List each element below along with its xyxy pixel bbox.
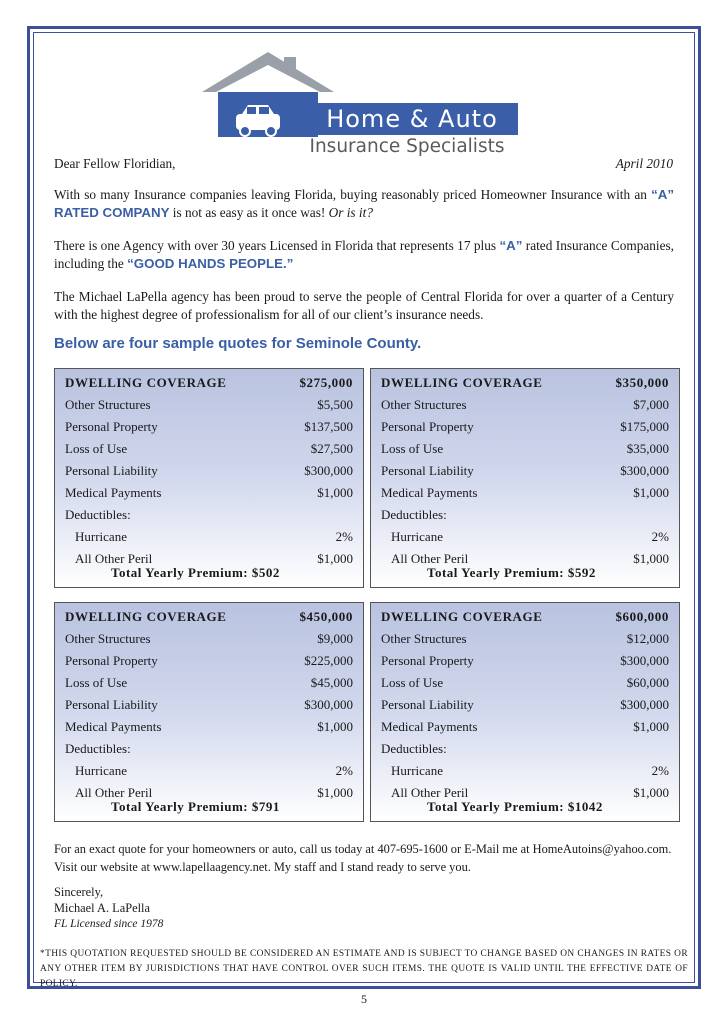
personal-property-label: Personal Property: [65, 419, 158, 434]
quotes-subheading: Below are four sample quotes for Seminole County.: [54, 335, 422, 352]
dwelling-value: $450,000: [299, 609, 353, 624]
personal-liability-label: Personal Liability: [381, 697, 474, 712]
total-premium: Total Yearly Premium: $592: [427, 565, 596, 580]
logo-subtitle: Insurance Specialists: [309, 136, 505, 157]
personal-property-row: [381, 417, 669, 437]
personal-liability-row: [381, 695, 669, 715]
personal-property-row: [65, 417, 353, 437]
all-other-peril-label: All Other Peril: [75, 785, 153, 800]
dwelling-label: DWELLING COVERAGE: [381, 375, 543, 390]
other-structures-row: [381, 395, 669, 415]
loss-of-use-value: $60,000: [626, 675, 669, 690]
all-other-peril-label: All Other Peril: [75, 551, 153, 566]
loss-of-use-row: [65, 673, 353, 693]
contact-info: [54, 840, 674, 876]
medical-payments-row: [65, 483, 353, 503]
loss-of-use-value: $35,000: [626, 441, 669, 456]
deductibles-row: [381, 505, 669, 525]
medical-payments-label: Medical Payments: [381, 719, 478, 734]
loss-of-use-label: Loss of Use: [65, 675, 128, 690]
personal-property-row: [381, 651, 669, 671]
medical-payments-row: [381, 483, 669, 503]
p1-text-b: is not as easy as it once was!: [169, 205, 329, 220]
hurricane-value: 2%: [651, 763, 669, 778]
personal-liability-label: Personal Liability: [65, 697, 158, 712]
paragraph-3: The Michael LaPella agency has been proud to serve the people of Central Florida for over a quarter of a Century with the highest degree of professionalism for all of our client’s insurance needs.: [54, 289, 674, 322]
quote-box-2: [370, 368, 680, 588]
all-other-peril-value: $1,000: [317, 551, 353, 566]
loss-of-use-label: Loss of Use: [381, 441, 444, 456]
personal-property-label: Personal Property: [65, 653, 158, 668]
contact-line-2: Visit our website at www.lapellaagency.net. My staff and I stand ready to serve you.: [54, 860, 471, 874]
hurricane-value: 2%: [335, 763, 353, 778]
hurricane-label: Hurricane: [391, 529, 443, 544]
other-structures-label: Other Structures: [65, 631, 151, 646]
dwelling-row: [381, 373, 669, 393]
deductibles-row: [65, 505, 353, 525]
closing: Sincerely,: [54, 885, 104, 899]
all-other-peril-label: All Other Peril: [391, 785, 469, 800]
other-structures-row: [65, 629, 353, 649]
hurricane-row: [65, 527, 353, 547]
dwelling-row: [381, 607, 669, 627]
loss-of-use-value: $27,500: [310, 441, 353, 456]
all-other-peril-value: $1,000: [633, 785, 669, 800]
personal-liability-row: [65, 461, 353, 481]
hurricane-label: Hurricane: [75, 529, 127, 544]
personal-liability-label: Personal Liability: [65, 463, 158, 478]
medical-payments-label: Medical Payments: [65, 719, 162, 734]
personal-property-value: $175,000: [620, 419, 669, 434]
p1-italic: Or is it?: [328, 205, 373, 220]
p2-highlight-a: “A”: [499, 238, 523, 253]
deductibles-label: Deductibles:: [65, 741, 131, 756]
medical-payments-row: [65, 717, 353, 737]
personal-property-value: $137,500: [304, 419, 353, 434]
personal-liability-value: $300,000: [620, 463, 669, 478]
signer-name: Michael A. LaPella: [54, 901, 150, 915]
p1-highlight: “A” RATED COMPANY: [54, 187, 674, 220]
total-premium: Total Yearly Premium: $502: [111, 565, 280, 580]
loss-of-use-label: Loss of Use: [65, 441, 128, 456]
personal-liability-row: [381, 461, 669, 481]
all-other-peril-value: $1,000: [317, 785, 353, 800]
contact-line-1: For an exact quote for your homeowners or auto, call us today at 407-695-1600 or E-Mail me at HomeAutoins@yahoo.com.: [54, 842, 672, 856]
dwelling-label: DWELLING COVERAGE: [65, 375, 227, 390]
other-structures-row: [65, 395, 353, 415]
dwelling-value: $600,000: [615, 609, 669, 624]
other-structures-label: Other Structures: [65, 397, 151, 412]
medical-payments-label: Medical Payments: [65, 485, 162, 500]
other-structures-value: $9,000: [317, 631, 353, 646]
hurricane-label: Hurricane: [391, 763, 443, 778]
deductibles-label: Deductibles:: [381, 507, 447, 522]
dwelling-label: DWELLING COVERAGE: [65, 609, 227, 624]
greeting: Dear Fellow Floridian,: [54, 156, 176, 171]
dwelling-value: $275,000: [299, 375, 353, 390]
hurricane-row: [381, 527, 669, 547]
hurricane-value: 2%: [651, 529, 669, 544]
personal-property-row: [65, 651, 353, 671]
personal-property-value: $225,000: [304, 653, 353, 668]
deductibles-row: [381, 739, 669, 759]
personal-liability-value: $300,000: [304, 697, 353, 712]
other-structures-label: Other Structures: [381, 631, 467, 646]
loss-of-use-row: [381, 439, 669, 459]
deductibles-row: [65, 739, 353, 759]
medical-payments-value: $1,000: [633, 485, 669, 500]
personal-liability-value: $300,000: [304, 463, 353, 478]
personal-property-value: $300,000: [620, 653, 669, 668]
all-other-peril-value: $1,000: [633, 551, 669, 566]
hurricane-row: [65, 761, 353, 781]
all-other-peril-label: All Other Peril: [391, 551, 469, 566]
personal-liability-row: [65, 695, 353, 715]
hurricane-row: [381, 761, 669, 781]
total-premium: Total Yearly Premium: $791: [111, 799, 280, 814]
p2-text-b: rated Insurance Companies, including the: [54, 238, 675, 271]
personal-liability-value: $300,000: [620, 697, 669, 712]
p1-text-a: With so many Insurance companies leaving Florida, buying reasonably priced Homeowner Insurance with an: [54, 187, 652, 202]
logo-title: Home & Auto: [326, 105, 498, 133]
hurricane-label: Hurricane: [75, 763, 127, 778]
dwelling-row: [65, 373, 353, 393]
signature-block: [54, 884, 163, 932]
personal-property-label: Personal Property: [381, 653, 474, 668]
personal-liability-label: Personal Liability: [381, 463, 474, 478]
medical-payments-value: $1,000: [633, 719, 669, 734]
loss-of-use-row: [65, 439, 353, 459]
medical-payments-value: $1,000: [317, 485, 353, 500]
other-structures-value: $7,000: [633, 397, 669, 412]
paragraph-2: [54, 237, 674, 273]
dwelling-row: [65, 607, 353, 627]
total-premium: Total Yearly Premium: $1042: [427, 799, 603, 814]
hurricane-value: 2%: [335, 529, 353, 544]
quote-box-4: [370, 602, 680, 822]
deductibles-label: Deductibles:: [65, 507, 131, 522]
medical-payments-label: Medical Payments: [381, 485, 478, 500]
other-structures-value: $12,000: [626, 631, 669, 646]
disclaimer: *THIS QUOTATION REQUESTED SHOULD BE CONSIDERED AN ESTIMATE AND IS SUBJECT TO CHANGE BASED ON CHANGES IN RATES OR ANY OTHER ITEM BY JURISDICTIONS THAT HAVE CONTROL OVER SUCH ITEMS. THE QUOTE IS VALID UNTIL THE EFFECTIVE DATE OF POLICY.: [40, 949, 688, 989]
other-structures-row: [381, 629, 669, 649]
paragraph-1: [54, 186, 674, 222]
dwelling-label: DWELLING COVERAGE: [381, 609, 543, 624]
medical-payments-row: [381, 717, 669, 737]
p2-text-a: There is one Agency with over 30 years Licensed in Florida that represents 17 plus: [54, 238, 500, 253]
deductibles-label: Deductibles:: [381, 741, 447, 756]
medical-payments-value: $1,000: [317, 719, 353, 734]
other-structures-label: Other Structures: [381, 397, 467, 412]
letter-date: April 2010: [615, 156, 673, 171]
quote-box-3: [54, 602, 364, 822]
dwelling-value: $350,000: [615, 375, 669, 390]
other-structures-value: $5,500: [317, 397, 353, 412]
loss-of-use-value: $45,000: [310, 675, 353, 690]
loss-of-use-label: Loss of Use: [381, 675, 444, 690]
quote-box-1: [54, 368, 364, 588]
company-logo: [200, 47, 530, 165]
loss-of-use-row: [381, 673, 669, 693]
license-note: FL Licensed since 1978: [54, 918, 164, 930]
p2-highlight-good-hands: “GOOD HANDS PEOPLE.”: [127, 256, 294, 271]
page-number: 5: [361, 992, 367, 1006]
personal-property-label: Personal Property: [381, 419, 474, 434]
